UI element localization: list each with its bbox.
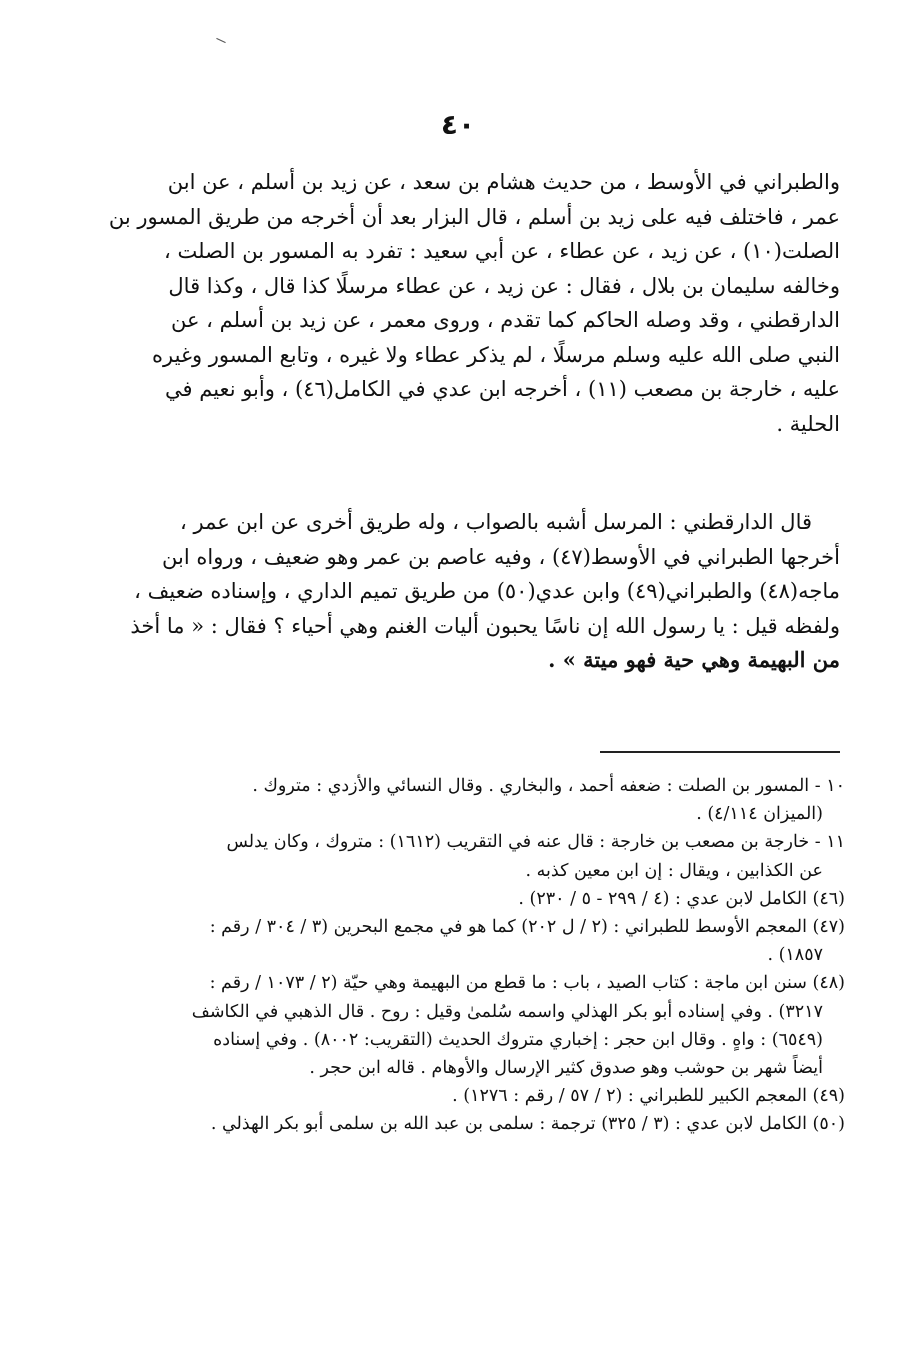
text-line: قال الدارقطني : المرسل أشبه بالصواب ، وله طريق أخرى عن ابن عمر ، [180, 510, 812, 534]
footnote-line: ١١ - خارجة بن مصعب بن خارجة : قال عنه في التقريب (١٦١٢) : متروك ، وكان يدلس [226, 832, 845, 853]
text-line: عليه ، خارجة بن مصعب (١١) ، أخرجه ابن عدي في الكامل(٤٦) ، وأبو نعيم في [165, 377, 840, 401]
text-line: وخالفه سليمان بن بلال ، فقال : عن زيد ، عن عطاء مرسلًا كذا قال ، وكذا قال [168, 273, 840, 298]
text-line: الدارقطني ، وقد وصله الحاكم كما تقدم ، وروى معمر ، عن زيد بن أسلم ، عن [170, 308, 840, 332]
text-line: أخرجها الطبراني في الأوسط(٤٧) ، وفيه عاصم بن عمر وهو ضعيف ، ورواه ابن [162, 544, 840, 569]
text-line: الحلية . [776, 411, 840, 436]
footnote-line: (الميزان ٤/١١٤) . [696, 804, 823, 825]
text-line: والطبراني في الأوسط ، من حديث هشام بن سعد ، عن زيد بن أسلم ، عن ابن [167, 170, 840, 194]
footnote-line: (٤٦) الكامل لابن عدي : (٤ / ٢٩٩ - ٥ / ٢٣٠) . [518, 888, 845, 909]
footnote-line: (٤٧) المعجم الأوسط للطبراني : (٢ / ل ٢٠٢) كما هو في مجمع البحرين (٣ / ٣٠٤ / رقم : [209, 916, 845, 937]
scan-artifact [216, 38, 225, 43]
footnote-line: (٦٥٤٩) : واهٍ . وقال ابن حجر : إخباري متروك الحديث (التقريب: ٨٠٠٢) . وفي إسناده [213, 1029, 823, 1050]
footnote-line: عن الكذابين ، ويقال : إن ابن معين كذبه . [525, 860, 823, 881]
text-line: عمر ، فاختلف فيه على زيد بن أسلم ، قال البزار بعد أن أخرجه من طريق المسور بن [108, 204, 840, 229]
footnote-line: (٤٨) سنن ابن ماجة : كتاب الصيد ، باب : ما قطع من البهيمة وهي حيّة (٢ / ١٠٧٣ / رقم : [209, 973, 845, 994]
footnotes [70, 772, 845, 1138]
footnote-line: ٣٢١٧) . وفي إسناده أبو بكر الهذلي واسمه سُلمىٰ وقيل : روح . قال الذهبي في الكاشف [191, 1001, 823, 1022]
text-line: ماجه(٤٨) والطبراني(٤٩) وابن عدي(٥٠) من طريق تميم الداري ، وإسناده ضعيف ، [134, 579, 840, 603]
text-line: النبي صلى الله عليه وسلم مرسلًا ، لم يذكر عطاء ولا غيره ، وتابع المسور وغيره [152, 342, 840, 367]
text-line: من البهيمة وهي حية فهو ميتة » . [548, 647, 840, 672]
page-number: ٤٠ [440, 108, 476, 141]
main-paragraph-1 [70, 165, 840, 441]
footnote-line: ١٠ - المسور بن الصلت : ضعفه أحمد ، والبخاري . وقال النسائي والأزدي : متروك . [252, 776, 845, 796]
text-line: الصلت(١٠) ، عن زيد ، عن عطاء ، عن أبي سعيد : تفرد به المسور بن الصلت ، [164, 239, 840, 263]
footnote-line: (٥٠) الكامل لابن عدي : (٣ / ٣٢٥) ترجمة : سلمى بن عبد الله بن سلمى أبو بكر الهذلي . [210, 1114, 845, 1135]
footnote-line: (٤٩) المعجم الكبير للطبراني : (٢ / ٥٧ / رقم : ١٢٧٦) . [452, 1086, 845, 1107]
footnote-line: ١٨٥٧) . [767, 945, 823, 966]
footnote-separator [600, 751, 840, 753]
main-paragraph-2 [70, 505, 840, 678]
text-line: ولفظه قيل : يا رسول الله إن ناسًا يحبون أليات الغنم وهي أحياء ؟ فقال : « ما أخذ [130, 613, 840, 638]
footnote-line: أيضاً شهر بن حوشب وهو صدوق كثير الإرسال والأوهام . قاله ابن حجر . [309, 1057, 823, 1078]
